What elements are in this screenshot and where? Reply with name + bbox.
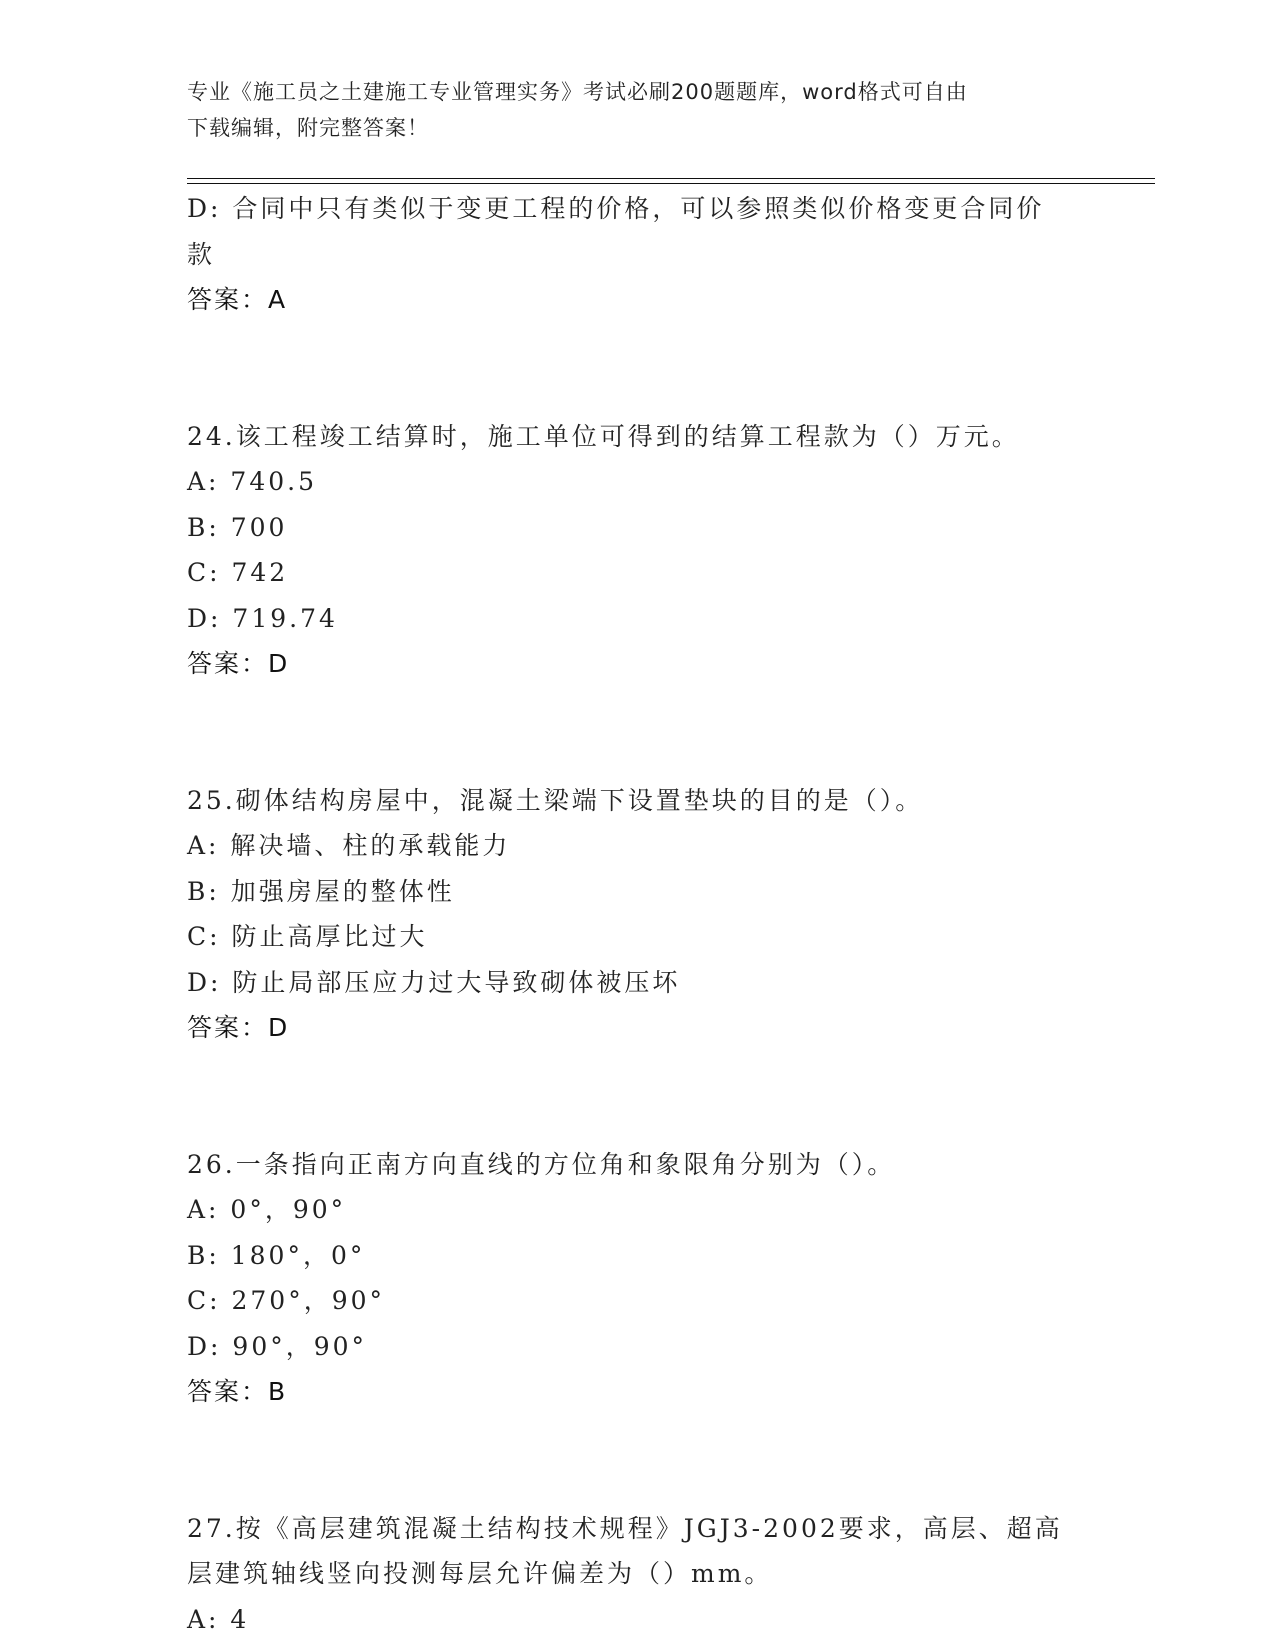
question-gap	[187, 323, 1087, 414]
question-stem: 26.一条指向正南方向直线的方位角和象限角分别为（）。	[187, 1149, 896, 1179]
question-stem: 24.该工程竣工结算时，施工单位可得到的结算工程款为（）万元。	[187, 421, 1020, 451]
option-line: 款	[187, 239, 216, 269]
header-divider-bottom	[187, 183, 1155, 184]
option-line: D: 防止局部压应力过大导致砌体被压坏	[187, 967, 681, 997]
option-line: A: 0°，90°	[187, 1195, 347, 1224]
answer-line: 答案：A	[187, 285, 288, 314]
answer-line: 答案：D	[187, 1013, 290, 1042]
question-stem-continued: 层建筑轴线竖向投测每层允许偏差为（）mm。	[187, 1559, 773, 1588]
question-gap	[187, 1415, 1087, 1506]
option-line: D: 90°，90°	[187, 1331, 368, 1361]
answer-line: 答案：B	[187, 1377, 288, 1406]
option-line: C: 270°，90°	[187, 1286, 386, 1315]
option-line: A: 解决墙、柱的承载能力	[187, 831, 511, 860]
question-gap	[187, 1051, 1087, 1142]
option-line: B: 700	[187, 512, 288, 542]
document-header: 专业《施工员之土建施工专业管理实务》考试必刷200题题库，word格式可自由 下载编辑，附完整答案！	[187, 80, 968, 140]
question-stem: 27.按《高层建筑混凝土结构技术规程》JGJ3-2002要求，高层、超高	[187, 1513, 1063, 1543]
option-line: D: 合同中只有类似于变更工程的价格，可以参照类似价格变更合同价	[187, 194, 1045, 223]
option-line: C: 防止高厚比过大	[187, 922, 428, 951]
question-stem: 25.砌体结构房屋中，混凝土梁端下设置垫块的目的是（）。	[187, 785, 924, 815]
question-list	[187, 186, 1087, 1642]
question-gap	[187, 687, 1087, 778]
answer-line: 答案：D	[187, 649, 290, 678]
header-divider-top	[187, 178, 1155, 179]
option-line: C: 742	[187, 558, 289, 587]
option-line: B: 加强房屋的整体性	[187, 876, 455, 906]
option-line: B: 180°，0°	[187, 1240, 366, 1270]
option-line: A: 740.5	[187, 467, 317, 496]
option-line: A: 4	[187, 1604, 250, 1634]
option-line: D: 719.74	[187, 603, 338, 633]
